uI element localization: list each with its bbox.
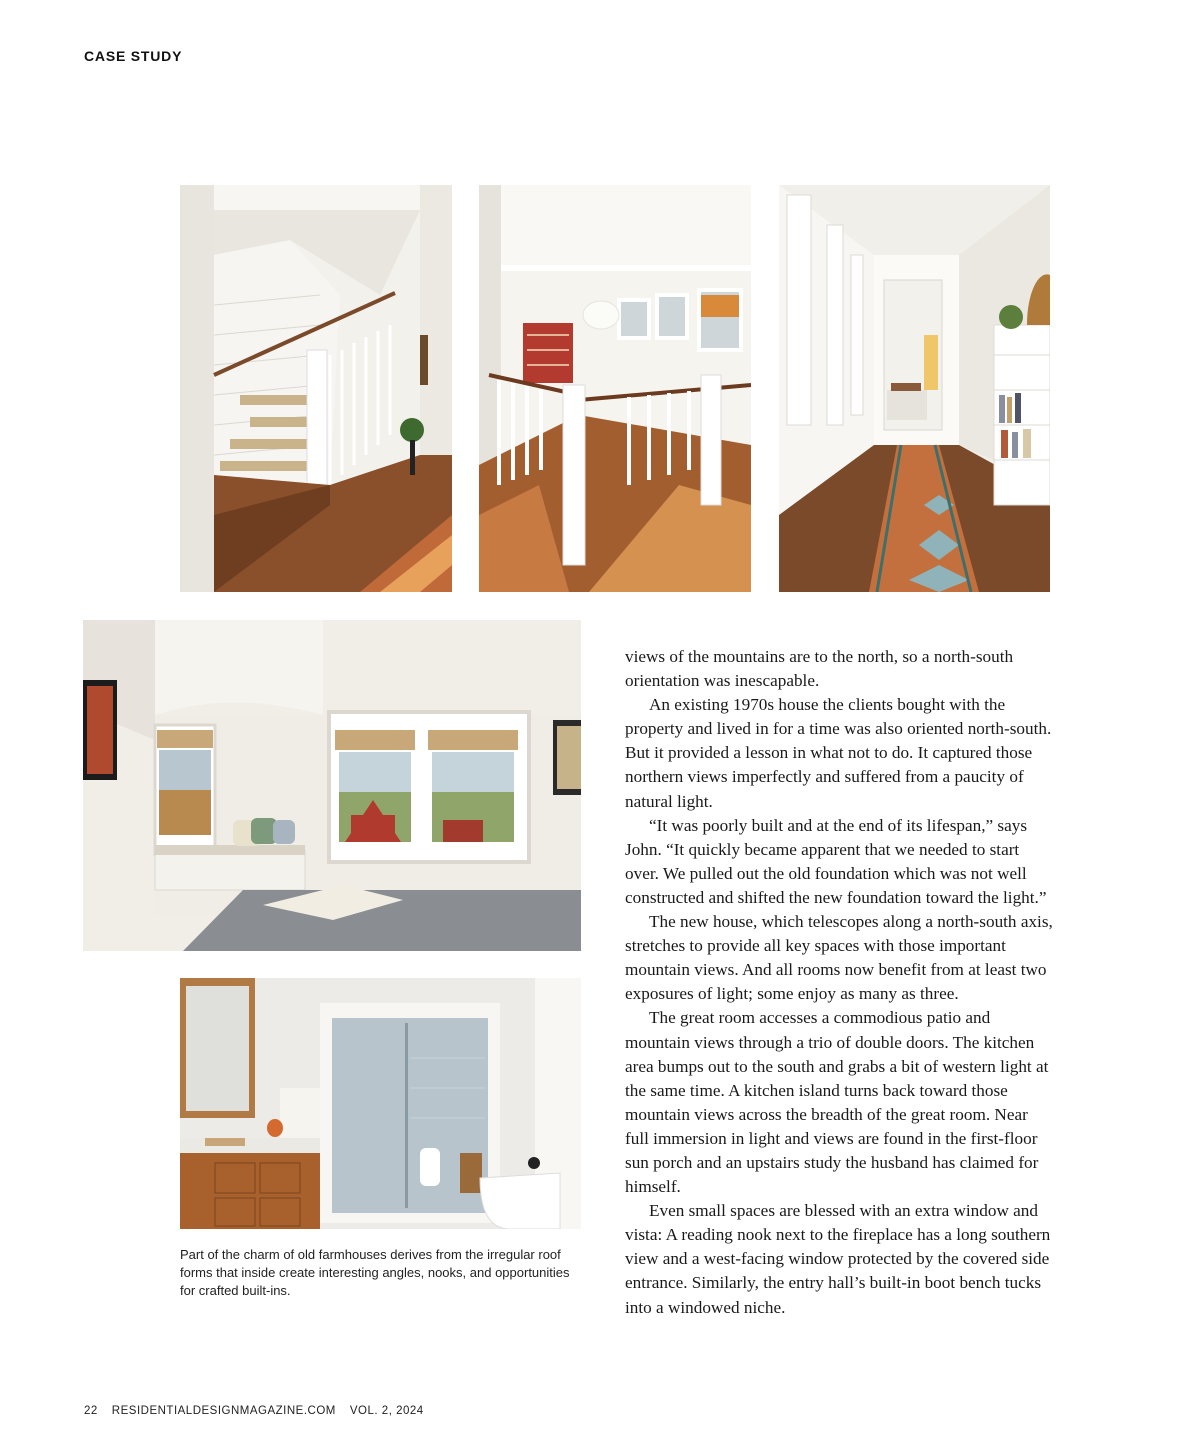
article-body: [625, 645, 1055, 1320]
bathroom-photo: [180, 978, 581, 1229]
page-footer: [84, 1405, 438, 1417]
article-paragraph: Even small spaces are blessed with an extra window and vista: A reading nook next to the fireplace has a long southern view and a west-facing window protected by the covered side entrance. Similarly, the entry hall’s built-in boot bench tucks into a windowed niche.: [625, 1201, 1051, 1317]
staircase-photo: [180, 185, 452, 592]
section-label: CASE STUDY: [84, 48, 183, 64]
article-paragraph: “It was poorly built and at the end of its lifespan,” says John. “It quickly became apparent that we needed to start over. We pulled out the old foundation which was not well constructed and shifted the new foundation toward the light.”: [625, 815, 1047, 907]
landing-photo: [479, 185, 751, 592]
footer-issue: VOL. 2, 2024: [349, 1405, 424, 1417]
article-paragraph: The new house, which telescopes along a north-south axis, stretches to provide all key spaces with those important mountain views. And all rooms now benefit from at least two exposures of light; some enjoy as many as three.: [625, 912, 1053, 1004]
article-paragraph: The great room accesses a commodious patio and mountain views through a trio of double doors. The kitchen area bumps out to the south and grabs a bit of western light at the same time. A kitchen island turns back toward those mountain views across the breadth of the great room. Near full immersion in light and views are found in the first-floor sun porch and an upstairs study the husband has claimed for himself.: [625, 1008, 1049, 1197]
bedroom-photo: [83, 620, 581, 951]
page-number: 22: [84, 1405, 98, 1417]
footer-site: RESIDENTIALDESIGNMAGAZINE.COM: [111, 1405, 336, 1417]
article-paragraph: views of the mountains are to the north, so a north-south orientation was inescapable.: [625, 647, 1014, 691]
hallway-photo: [779, 185, 1050, 592]
article-paragraph: An existing 1970s house the clients bought with the property and lived in for a time was also oriented north-south. But it provided a lesson in what not to do. It captured those northern views imperfectly and suffered from a paucity of natural light.: [625, 695, 1052, 811]
photo-caption: Part of the charm of old farmhouses derives from the irregular roof forms that inside create interesting angles, nooks, and opportunities for crafted built-ins.: [180, 1247, 570, 1298]
